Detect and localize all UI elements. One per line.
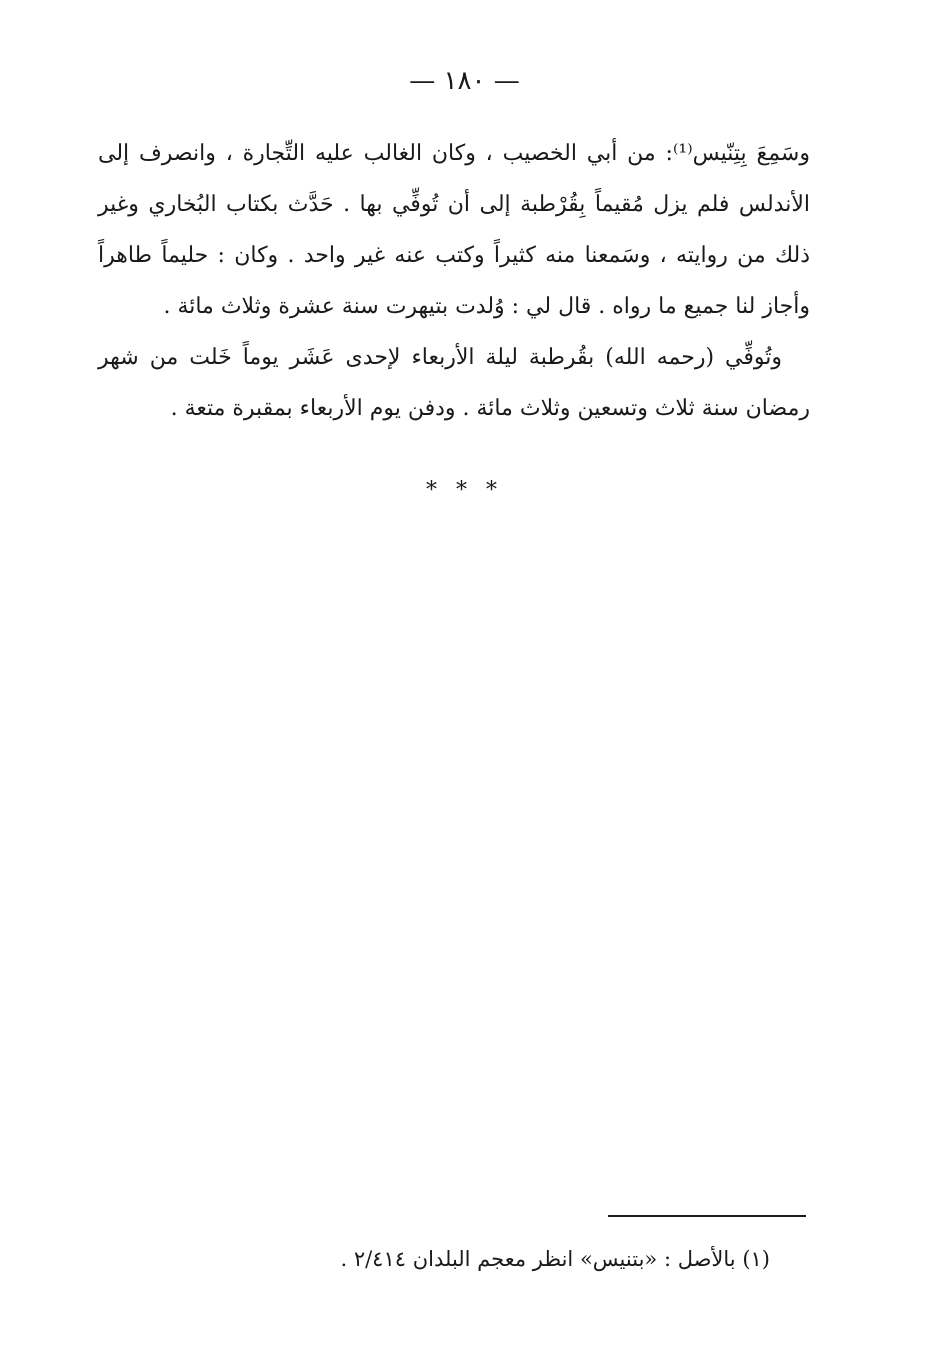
paragraph: وتُوفِّي (رحمه الله) بقُرطبة ليلة الأربعاء لإحدى عَشَر يوماً خَلت من شهر رمضان سنة ثلاث وتسعين وثلاث مائة . ودفن يوم الأربعاء بمقبرة متعة .: [98, 345, 810, 421]
page-number: — ١٨٠ —: [409, 66, 520, 96]
footnote: (١) بالأصل : «بتنيس» انظر معجم البلدان ٢/٤١٤ .: [340, 1247, 770, 1271]
section-separator: * * *: [426, 478, 503, 503]
paragraph: وسَمِعَ بِتِنّيس⁽¹⁾: من أبي الخصيب ، وكان الغالب عليه التِّجارة ، وانصرف إلى الأندلس فلم يزل مُقيماً بِقُرْطبة إلى أن تُوفِّي بها . حَدَّث بكتاب البُخاري وغير ذلك من روايته ، وسَمعنا منه كثيراً وكتب عنه غير واحد . وكان : حليماً طاهراً وأجاز لنا جميع ما رواه . قال لي : وُلدت بتيهرت سنة عشرة وثلاث مائة .: [98, 141, 811, 319]
main-text: [98, 128, 810, 434]
footnote-divider: [608, 1215, 806, 1217]
